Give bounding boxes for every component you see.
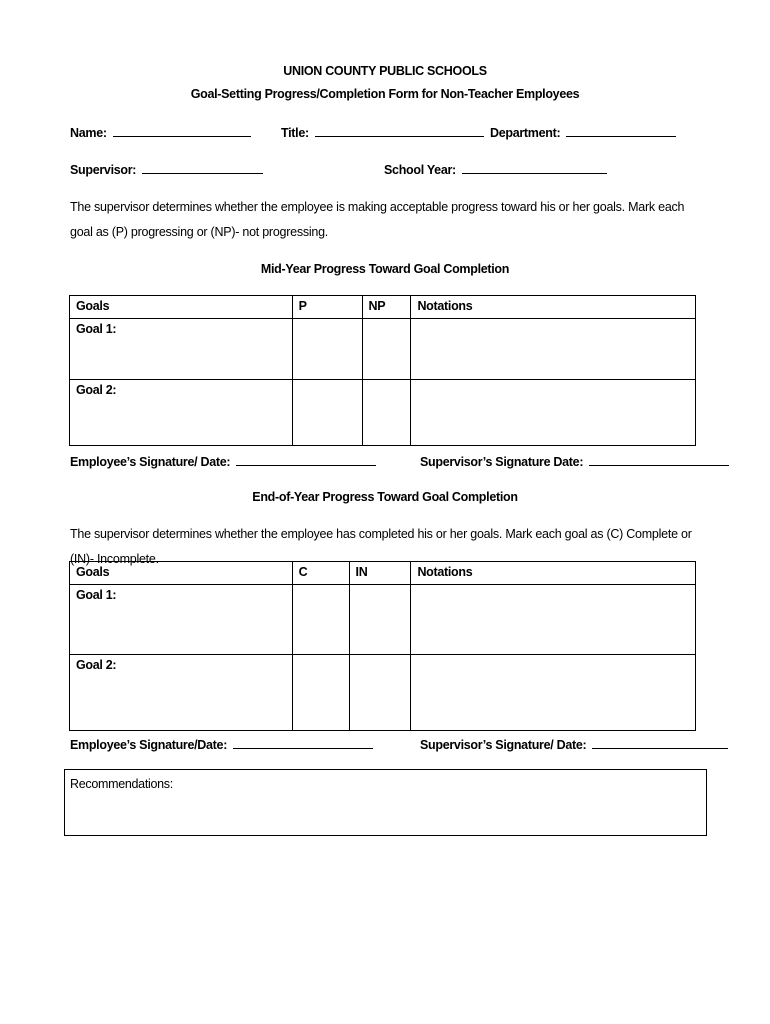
np-cell[interactable] (362, 380, 411, 446)
goal-label: Goal 2: (70, 380, 293, 446)
supervisor-field (70, 161, 263, 177)
department-input-line[interactable] (566, 124, 676, 137)
employee-signature-line[interactable] (236, 453, 376, 466)
supervisor-signature-line[interactable] (592, 736, 728, 749)
col-notations: Notations (411, 296, 696, 319)
goal-label: Goal 1: (70, 585, 293, 655)
recommendations-label: Recommendations: (70, 777, 173, 791)
p-cell[interactable] (292, 319, 362, 380)
table-row (70, 319, 696, 380)
col-in: IN (349, 562, 411, 585)
in-cell[interactable] (349, 655, 411, 731)
department-field (490, 124, 676, 140)
title-input-line[interactable] (315, 124, 484, 137)
col-notations: Notations (411, 562, 696, 585)
endyear-supervisor-signature (420, 736, 728, 752)
employee-signature-label: Employee’s Signature/Date: (70, 738, 228, 752)
midyear-header-row (70, 296, 696, 319)
endyear-employee-signature (70, 736, 373, 752)
endyear-heading: End-of-Year Progress Toward Goal Completion (252, 490, 518, 504)
org-title: UNION COUNTY PUBLIC SCHOOLS (283, 64, 487, 78)
endyear-table (69, 561, 696, 731)
supervisor-label: Supervisor: (70, 163, 137, 177)
c-cell[interactable] (292, 655, 349, 731)
col-p: P (292, 296, 362, 319)
employee-signature-label: Employee’s Signature/ Date: (70, 455, 231, 469)
school-year-label: School Year: (384, 163, 456, 177)
notations-cell[interactable] (411, 585, 696, 655)
c-cell[interactable] (292, 585, 349, 655)
supervisor-signature-line[interactable] (589, 453, 729, 466)
supervisor-input-line[interactable] (142, 161, 263, 174)
endyear-instructions: The supervisor determines whether the employee has completed his or her goals. Mark each goal as (C) Complete or (IN)- Incomplete. (70, 527, 692, 566)
table-row (70, 655, 696, 731)
p-cell[interactable] (292, 380, 362, 446)
title-label: Title: (281, 126, 309, 140)
midyear-table (69, 295, 696, 446)
form-title: Goal-Setting Progress/Completion Form for Non-Teacher Employees (190, 87, 580, 101)
midyear-supervisor-signature (420, 453, 729, 469)
employee-signature-line[interactable] (233, 736, 373, 749)
school-year-input-line[interactable] (462, 161, 607, 174)
department-label: Department: (490, 126, 561, 140)
goal-label: Goal 2: (70, 655, 293, 731)
table-row (70, 380, 696, 446)
col-c: C (292, 562, 349, 585)
table-row (70, 585, 696, 655)
name-field (70, 124, 251, 140)
notations-cell[interactable] (411, 655, 696, 731)
name-input-line[interactable] (113, 124, 251, 137)
col-goals: Goals (70, 562, 293, 585)
title-field (281, 124, 484, 140)
midyear-heading: Mid-Year Progress Toward Goal Completion (260, 262, 510, 276)
notations-cell[interactable] (411, 380, 696, 446)
school-year-field (384, 161, 607, 177)
in-cell[interactable] (349, 585, 411, 655)
supervisor-signature-label: Supervisor’s Signature/ Date: (420, 738, 587, 752)
col-goals: Goals (70, 296, 293, 319)
goal-label: Goal 1: (70, 319, 293, 380)
col-np: NP (362, 296, 411, 319)
recommendations-box[interactable] (64, 769, 707, 836)
midyear-instructions: The supervisor determines whether the employee is making acceptable progress toward his or her goals. Mark each goal as (P) progressing or (NP)- not progressing. (70, 200, 685, 239)
midyear-employee-signature (70, 453, 376, 469)
name-label: Name: (70, 126, 107, 140)
supervisor-signature-label: Supervisor’s Signature Date: (420, 455, 584, 469)
notations-cell[interactable] (411, 319, 696, 380)
np-cell[interactable] (362, 319, 411, 380)
endyear-header-row (70, 562, 696, 585)
